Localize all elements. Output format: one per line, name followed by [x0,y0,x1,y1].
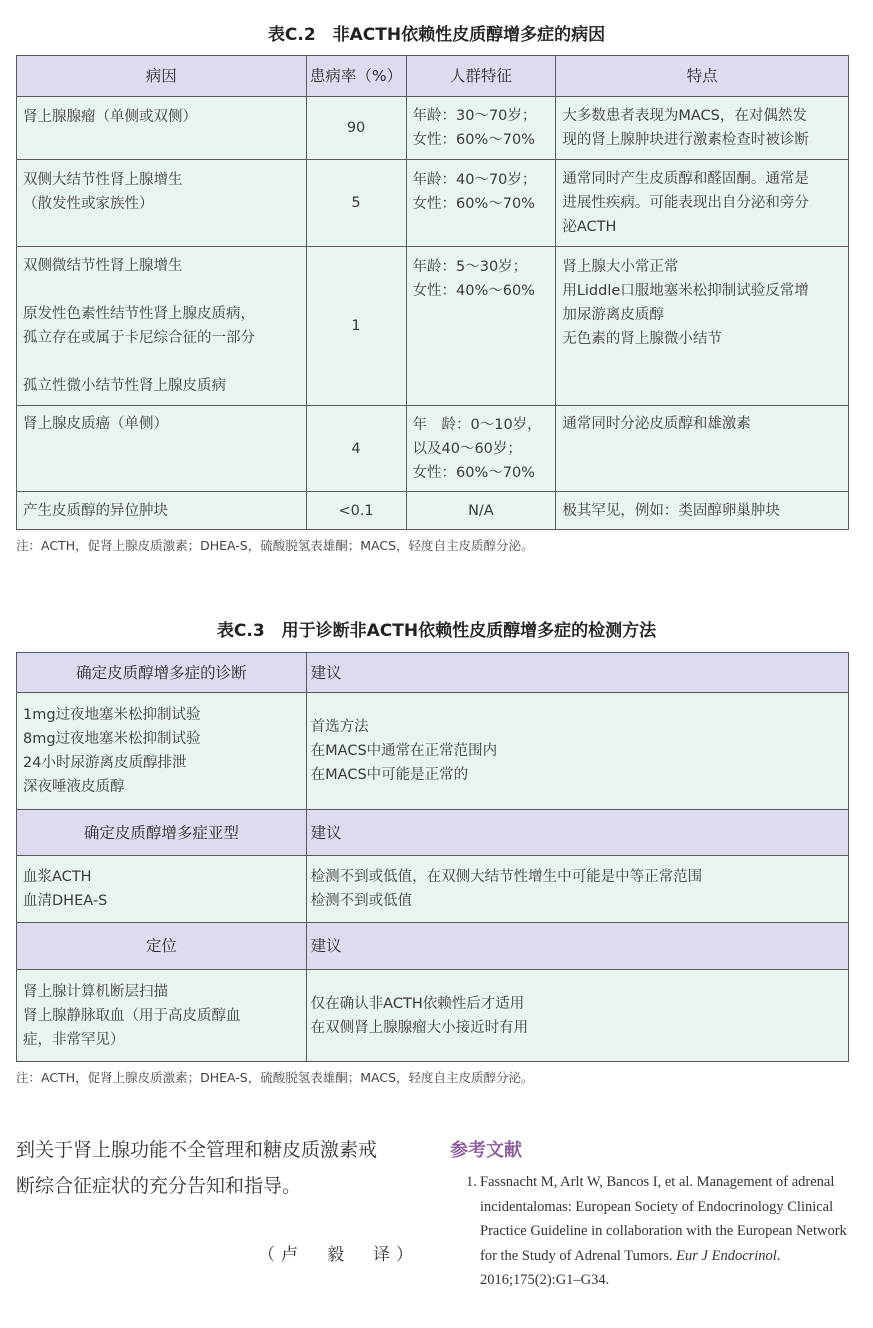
table-row [17,492,849,530]
cell-text: 原发性色素性结节性肾上腺皮质病， [23,306,255,322]
cell-text: 仅在确认非ACTH依赖性后才适用 [310,995,525,1012]
cell-text: 无色素的肾上腺微小结节 [562,331,722,347]
cell-text: 首选方法 [310,719,369,735]
translator-credit: （卢 毅 译） [258,1245,419,1265]
table-c2 [16,55,849,530]
column-header: 病因 [17,56,307,97]
table-row [17,856,849,923]
cell-text: 检测不到或低值，在双侧大结节性增生中可能是中等正常范围 [310,869,703,885]
cell-text: 泌ACTH [562,219,617,235]
advice-cell [306,856,848,923]
table-c2-note: 注：ACTH，促肾上腺皮质激素；DHEA-S，硫酸脱氢表雄酮；MACS，轻度自主皮质醇分泌。 [16,538,534,553]
cell-text: 在双侧肾上腺腺瘤大小接近时有用 [310,1019,529,1036]
cell-text: 通常同时产生皮质醇和醛固酮。通常是 [562,171,809,187]
cell-text: 年龄：30～70岁； [412,108,537,124]
cell-text: 年 龄：0～10岁， [412,416,542,433]
body-line: 断综合征症状的充分告知和指导。 [16,1175,302,1197]
cell-text: 女性：60%～70% [412,196,535,212]
section-header: 确定皮质醇增多症的诊断 [17,653,307,693]
features-cell [556,492,849,530]
section-header-row [17,653,849,693]
cell-text: 以及40～60岁； [412,440,522,457]
table-c2-title: 表C.2 非ACTH依赖性皮质醇增多症的病因 [267,25,606,45]
cell-text: 肾上腺计算机断层扫描 [23,983,168,1000]
cell-text: 年龄：5～30岁； [412,259,528,275]
population-cell [406,247,556,406]
cell-text: 症，非常罕见） [23,1031,125,1048]
cell-text: 女性：60%～70% [412,464,535,481]
cell-text: 双侧微结节性肾上腺增生 [23,258,183,274]
population-cell [406,160,556,247]
cell-text: 女性：40%～60% [412,283,535,299]
features-cell [556,97,849,160]
cell-text: 大多数患者表现为MACS，在对偶然发 [562,108,807,124]
section-header-row [17,810,849,856]
table-c3-note: 注：ACTH，促肾上腺皮质激素；DHEA-S，硫酸脱氢表雄酮；MACS，轻度自主皮质醇分泌。 [16,1070,534,1085]
cell-text: 通常同时分泌皮质醇和雄激素 [562,416,751,432]
cause-cell [17,492,307,530]
features-cell [556,406,849,492]
test-cell [17,856,307,923]
cell-text: 检测不到或低值 [310,893,413,909]
prevalence-cell: 90 [306,97,406,160]
cell-text: 女性：60%～70% [412,132,535,148]
cell-text: 肾上腺皮质癌（单侧） [23,416,168,432]
cause-cell [17,97,307,160]
body-paragraph [16,1132,436,1204]
cell-text: 产生皮质醇的异位肿块 [23,502,168,519]
table-row [17,970,849,1062]
column-header: 人群特征 [406,56,556,97]
cell-text: 孤立性微小结节性肾上腺皮质病 [23,378,226,394]
features-cell [556,247,849,406]
section-header: 定位 [17,923,307,970]
section-header-advice: 建议 [306,923,848,970]
spacer [23,278,300,302]
cell-text: （散发性或家族性） [23,196,154,212]
section-header-row [17,923,849,970]
cell-text: 血浆ACTH [23,869,92,885]
features-cell [556,160,849,247]
prevalence-cell: 4 [306,406,406,492]
cell-text: 血清DHEA-S [23,893,108,909]
cause-cell [17,247,307,406]
cell-text: 24小时尿游离皮质醇排泄 [23,755,187,771]
cell-text: 肾上腺静脉取血（用于高皮质醇血 [23,1007,241,1024]
advice-cell [306,693,848,810]
reference-number: 1. [466,1174,477,1190]
population-cell [406,492,556,530]
advice-cell [306,970,848,1062]
table-row [17,693,849,810]
reference-text [466,1170,858,1293]
section-header-advice: 建议 [306,810,848,856]
column-header: 患病率（%） [306,56,406,97]
cell-text: 肾上腺腺瘤（单侧或双侧） [23,109,197,125]
reference-body: Fassnacht M, Arlt W, Bancos I, et al. Management of adrenal incidentalomas: European Society of Endocrinology Clinical Practice Guideline in collaboration with the European Network for the Study of Adrenal Tumors. [480,1174,847,1264]
prevalence-cell: 1 [306,247,406,406]
table-row [17,160,849,247]
spacer [23,350,300,374]
cell-text: 8mg过夜地塞米松抑制试验 [23,731,201,747]
cell-text: 深夜唾液皮质醇 [23,779,125,795]
references-heading: 参考文献 [450,1140,522,1161]
cell-text: 现的肾上腺肿块进行激素检查时被诊断 [562,132,809,148]
section-header: 确定皮质醇增多症亚型 [17,810,307,856]
cell-text: 进展性疾病。可能表现出自分泌和旁分 [562,195,809,211]
test-cell [17,970,307,1062]
table-c3-title: 表C.3 用于诊断非ACTH依赖性皮质醇增多症的检测方法 [216,621,657,641]
cause-cell [17,160,307,247]
cell-text: 极其罕见，例如：类固醇卵巢肿块 [562,502,780,519]
cell-text: 双侧大结节性肾上腺增生 [23,172,183,188]
prevalence-cell: 5 [306,160,406,247]
population-cell [406,97,556,160]
table-row [17,406,849,492]
cell-text: 在MACS中可能是正常的 [310,767,469,783]
reference-tail: . 2016;175(2):G1–G34. [480,1247,781,1288]
cell-text: 孤立存在或属于卡尼综合征的一部分 [23,330,255,346]
column-header: 特点 [556,56,849,97]
table-c3 [16,652,849,1062]
cause-cell [17,406,307,492]
cell-text: 在MACS中通常在正常范围内 [310,743,498,759]
cell-text: 加尿游离皮质醇 [562,307,664,323]
cell-text: 肾上腺大小常正常 [562,259,679,275]
cell-text: 1mg过夜地塞米松抑制试验 [23,707,201,723]
body-line: 到关于肾上腺功能不全管理和糖皮质激素戒 [16,1139,378,1161]
table-c2-header-row [17,56,849,97]
table-row [17,97,849,160]
population-cell [406,406,556,492]
table-row [17,247,849,406]
cell-text: N/A [468,502,494,519]
reference-journal: Eur J Endocrinol [676,1247,777,1264]
reference-item [466,1170,858,1293]
cell-text: 年龄：40～70岁； [412,172,537,188]
test-cell [17,693,307,810]
cell-text: 用Liddle口服地塞米松抑制试验反常增 [562,283,809,299]
section-header-advice: 建议 [306,653,848,693]
prevalence-cell: <0.1 [306,492,406,530]
